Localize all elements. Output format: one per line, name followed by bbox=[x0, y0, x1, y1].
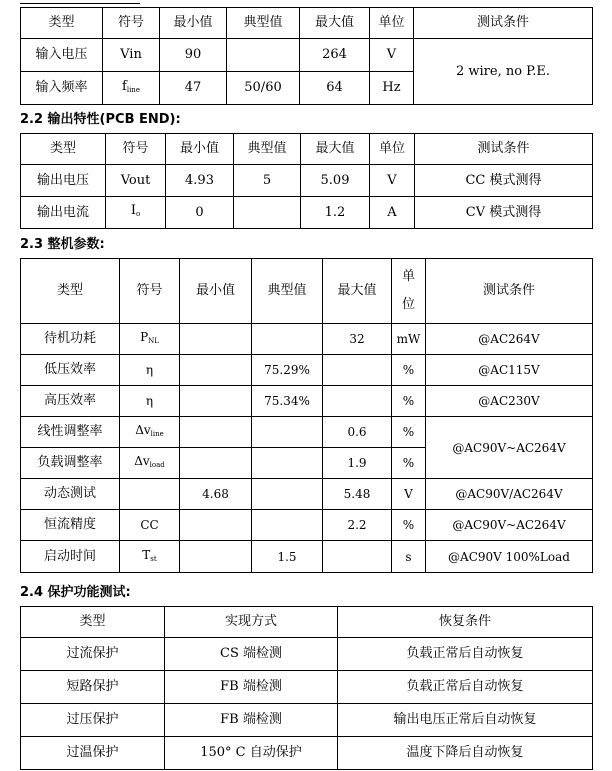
cell-unit: % bbox=[392, 355, 426, 386]
cell-min bbox=[180, 386, 252, 417]
cell-symbol bbox=[106, 197, 166, 229]
table-header-row bbox=[21, 8, 593, 39]
table-row bbox=[21, 671, 593, 704]
symbol-subscript: line bbox=[150, 430, 164, 438]
cell-min: 4.68 bbox=[180, 479, 252, 510]
cell-symbol bbox=[120, 541, 180, 573]
cell-type: 过流保护 bbox=[21, 638, 165, 671]
header-typ: 典型值 bbox=[252, 259, 323, 324]
cell-typ: 5 bbox=[234, 165, 301, 197]
header-symbol: 符号 bbox=[120, 259, 180, 324]
cell-typ bbox=[252, 448, 323, 479]
header-symbol: 符号 bbox=[106, 134, 166, 165]
cell-recovery: 温度下降后自动恢复 bbox=[338, 737, 593, 770]
header-min: 最小值 bbox=[180, 259, 252, 324]
symbol-subscript: load bbox=[149, 461, 165, 469]
cell-unit: Hz bbox=[370, 72, 414, 105]
cell-typ bbox=[252, 510, 323, 541]
table-row bbox=[21, 479, 593, 510]
section-title-output: 2.2 输出特性(PCB END): bbox=[20, 112, 181, 127]
cell-type: 输入频率 bbox=[21, 72, 103, 105]
cell-symbol: CC bbox=[120, 510, 180, 541]
table-row bbox=[21, 510, 593, 541]
cell-unit: % bbox=[392, 448, 426, 479]
cell-min: 90 bbox=[160, 39, 227, 72]
cell-max: 64 bbox=[300, 72, 370, 105]
cell-typ: 1.5 bbox=[252, 541, 323, 573]
cell-typ bbox=[234, 197, 301, 229]
cell-max: 264 bbox=[300, 39, 370, 72]
cell-type: 过压保护 bbox=[21, 704, 165, 737]
cell-typ bbox=[252, 417, 323, 448]
header-type: 类型 bbox=[21, 259, 120, 324]
header-unit: 单位 bbox=[370, 134, 415, 165]
cell-unit: % bbox=[392, 386, 426, 417]
table-header-row bbox=[21, 134, 593, 165]
symbol-base: P bbox=[140, 330, 149, 344]
header-unit bbox=[392, 259, 426, 324]
header-recovery: 恢复条件 bbox=[338, 607, 593, 638]
section-title-system: 2.3 整机参数: bbox=[20, 237, 105, 252]
cell-symbol: η bbox=[120, 386, 180, 417]
cell-max: 5.48 bbox=[323, 479, 392, 510]
cell-symbol bbox=[120, 479, 180, 510]
header-type: 类型 bbox=[21, 607, 165, 638]
header-type: 类型 bbox=[21, 8, 103, 39]
cell-type: 负载调整率 bbox=[21, 448, 120, 479]
header-type: 类型 bbox=[21, 134, 106, 165]
protection-test-table bbox=[20, 606, 593, 770]
cell-typ: 75.29% bbox=[252, 355, 323, 386]
system-param-table bbox=[20, 258, 593, 573]
table-row bbox=[21, 165, 593, 197]
header-min: 最小值 bbox=[160, 8, 227, 39]
header-unit-bottom: 位 bbox=[401, 297, 415, 312]
cell-min bbox=[180, 510, 252, 541]
symbol-base: f bbox=[122, 78, 127, 94]
cell-type: 短路保护 bbox=[21, 671, 165, 704]
cell-recovery: 输出电压正常后自动恢复 bbox=[338, 704, 593, 737]
header-method: 实现方式 bbox=[165, 607, 338, 638]
cell-max: 0.6 bbox=[323, 417, 392, 448]
symbol-base: T bbox=[142, 547, 151, 562]
cell-type: 待机功耗 bbox=[21, 324, 120, 355]
cell-symbol bbox=[120, 324, 180, 355]
cell-min bbox=[180, 417, 252, 448]
cell-min: 0 bbox=[166, 197, 234, 229]
cell-min bbox=[180, 448, 252, 479]
cell-max: 1.9 bbox=[323, 448, 392, 479]
header-condition: 测试条件 bbox=[426, 259, 593, 324]
cell-type: 输出电压 bbox=[21, 165, 106, 197]
cell-method: FB 端检测 bbox=[165, 704, 338, 737]
table-header-row bbox=[21, 607, 593, 638]
cell-method: CS 端检测 bbox=[165, 638, 338, 671]
cell-unit: mW bbox=[392, 324, 426, 355]
cell-type: 高压效率 bbox=[21, 386, 120, 417]
section-title-protection: 2.4 保护功能测试: bbox=[20, 585, 131, 600]
cell-recovery: 负载正常后自动恢复 bbox=[338, 638, 593, 671]
header-typ: 典型值 bbox=[227, 8, 300, 39]
symbol-subscript: line bbox=[126, 85, 140, 94]
symbol-base: Δv bbox=[135, 423, 151, 437]
cell-min: 47 bbox=[160, 72, 227, 105]
table-header-row bbox=[21, 259, 593, 324]
cell-type: 启动时间 bbox=[21, 541, 120, 573]
cell-unit: V bbox=[392, 479, 426, 510]
cell-condition: @AC90V~AC264V bbox=[426, 510, 593, 541]
cell-unit: V bbox=[370, 165, 415, 197]
cell-symbol bbox=[120, 448, 180, 479]
cell-min: 4.93 bbox=[166, 165, 234, 197]
cell-unit: V bbox=[370, 39, 414, 72]
cell-unit: s bbox=[392, 541, 426, 573]
cell-symbol: Vout bbox=[106, 165, 166, 197]
header-max: 最大值 bbox=[300, 8, 370, 39]
table-row bbox=[21, 417, 593, 448]
header-unit-top: 单 bbox=[401, 269, 415, 284]
cell-typ: 75.34% bbox=[252, 386, 323, 417]
symbol-subscript: NL bbox=[148, 337, 159, 345]
table-row bbox=[21, 197, 593, 229]
cell-min bbox=[180, 324, 252, 355]
cell-min bbox=[180, 355, 252, 386]
header-min: 最小值 bbox=[166, 134, 234, 165]
symbol-subscript: st bbox=[150, 554, 157, 563]
header-typ: 典型值 bbox=[234, 134, 301, 165]
symbol-base: Δv bbox=[134, 454, 150, 468]
symbol-subscript: o bbox=[135, 210, 141, 218]
table-row bbox=[21, 355, 593, 386]
table-row bbox=[21, 541, 593, 573]
table-row bbox=[21, 386, 593, 417]
header-condition: 测试条件 bbox=[414, 8, 593, 39]
cell-condition: CV 模式测得 bbox=[415, 197, 593, 229]
cell-typ bbox=[227, 39, 300, 72]
cell-max bbox=[323, 355, 392, 386]
header-symbol: 符号 bbox=[103, 8, 160, 39]
cell-symbol: Vin bbox=[103, 39, 160, 72]
table-row bbox=[21, 638, 593, 671]
cell-max: 2.2 bbox=[323, 510, 392, 541]
cell-condition: @AC115V bbox=[426, 355, 593, 386]
cell-max: 5.09 bbox=[301, 165, 370, 197]
header-unit: 单位 bbox=[370, 8, 414, 39]
cell-symbol: η bbox=[120, 355, 180, 386]
cell-type: 输入电压 bbox=[21, 39, 103, 72]
cell-min bbox=[180, 541, 252, 573]
cell-method: 150° C 自动保护 bbox=[165, 737, 338, 770]
cell-typ bbox=[252, 324, 323, 355]
previous-section-underline bbox=[20, 0, 140, 4]
input-spec-table bbox=[20, 7, 593, 105]
header-max: 最大值 bbox=[301, 134, 370, 165]
cell-symbol bbox=[103, 72, 160, 105]
cell-unit: % bbox=[392, 510, 426, 541]
cell-type: 动态测试 bbox=[21, 479, 120, 510]
cell-unit: % bbox=[392, 417, 426, 448]
cell-condition: @AC90V/AC264V bbox=[426, 479, 593, 510]
cell-type: 恒流精度 bbox=[21, 510, 120, 541]
cell-condition-merged: 2 wire, no P.E. bbox=[414, 39, 593, 105]
cell-max bbox=[323, 541, 392, 573]
cell-type: 低压效率 bbox=[21, 355, 120, 386]
cell-method: FB 端检测 bbox=[165, 671, 338, 704]
cell-condition-merged: @AC90V~AC264V bbox=[426, 417, 593, 479]
output-spec-table bbox=[20, 133, 593, 229]
cell-max bbox=[323, 386, 392, 417]
cell-condition: @AC230V bbox=[426, 386, 593, 417]
cell-recovery: 负载正常后自动恢复 bbox=[338, 671, 593, 704]
cell-condition: @AC90V 100%Load bbox=[426, 541, 593, 573]
cell-typ bbox=[252, 479, 323, 510]
cell-unit: A bbox=[370, 197, 415, 229]
cell-type: 输出电流 bbox=[21, 197, 106, 229]
cell-condition: @AC264V bbox=[426, 324, 593, 355]
cell-type: 线性调整率 bbox=[21, 417, 120, 448]
cell-typ: 50/60 bbox=[227, 72, 300, 105]
cell-condition: CC 模式测得 bbox=[415, 165, 593, 197]
cell-max: 32 bbox=[323, 324, 392, 355]
table-row bbox=[21, 39, 593, 72]
table-row bbox=[21, 704, 593, 737]
header-condition: 测试条件 bbox=[415, 134, 593, 165]
cell-symbol bbox=[120, 417, 180, 448]
table-row bbox=[21, 324, 593, 355]
symbol-base: I bbox=[130, 203, 136, 218]
table-row bbox=[21, 737, 593, 770]
cell-type: 过温保护 bbox=[21, 737, 165, 770]
cell-max: 1.2 bbox=[301, 197, 370, 229]
header-max: 最大值 bbox=[323, 259, 392, 324]
